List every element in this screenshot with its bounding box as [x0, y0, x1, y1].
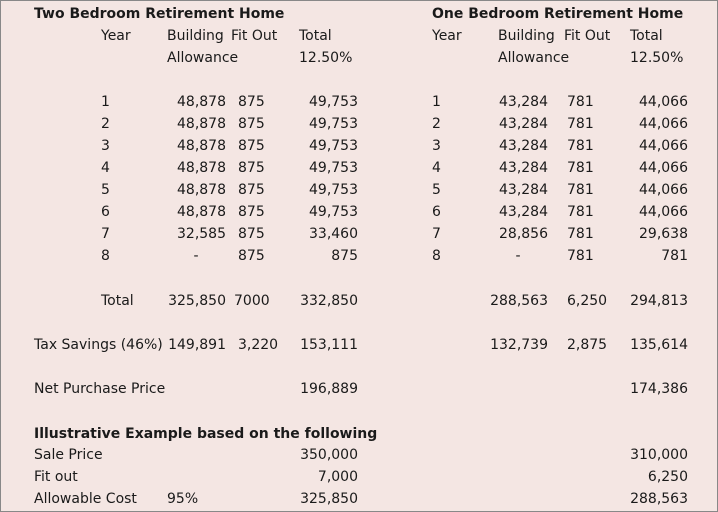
right-total-total: 294,813 — [630, 293, 688, 309]
right-row-building: 43,284 — [499, 138, 548, 154]
left-net-total: 196,889 — [300, 381, 358, 397]
left-tax-total: 153,111 — [300, 337, 358, 353]
left-row-total: 49,753 — [309, 160, 358, 176]
right-row-total: 44,066 — [639, 138, 688, 154]
right-header-fitout: Fit Out — [564, 28, 611, 44]
left-row-total: 49,753 — [309, 116, 358, 132]
left-header-building: Building — [167, 28, 224, 44]
right-tax-building: 132,739 — [490, 337, 548, 353]
left-tax-fitout: 3,220 — [238, 337, 279, 353]
left-row-fitout: 875 — [238, 226, 265, 242]
right-row-year: 6 — [432, 204, 441, 220]
tax-savings-label: Tax Savings (46%) — [34, 337, 163, 353]
right-tax-total: 135,614 — [630, 337, 688, 353]
right-row-building: - — [515, 248, 521, 264]
left-row-building: 48,878 — [177, 182, 226, 198]
left-row-building: - — [193, 248, 199, 264]
left-row-total: 49,753 — [309, 138, 358, 154]
sale-price-right: 310,000 — [630, 447, 688, 463]
allowable-cost-left: 325,850 — [300, 491, 358, 507]
left-row-year: 6 — [101, 204, 110, 220]
right-row-fitout: 781 — [567, 116, 594, 132]
allowable-cost-pct: 95% — [167, 491, 199, 507]
left-row-building: 48,878 — [177, 160, 226, 176]
left-total-fitout: 7000 — [234, 293, 270, 309]
left-row-year: 2 — [101, 116, 110, 132]
right-row-total: 29,638 — [639, 226, 688, 242]
right-row-fitout: 781 — [567, 182, 594, 198]
right-row-total: 44,066 — [639, 160, 688, 176]
right-row-year: 7 — [432, 226, 441, 242]
right-row-total: 44,066 — [639, 116, 688, 132]
left-row-fitout: 875 — [238, 182, 265, 198]
right-row-total: 781 — [661, 248, 688, 264]
right-row-total: 44,066 — [639, 94, 688, 110]
sale-price-label: Sale Price — [34, 447, 103, 463]
sale-price-left: 350,000 — [300, 447, 358, 463]
allowable-cost-label: Allowable Cost — [34, 491, 137, 507]
left-header-year: Year — [101, 28, 131, 44]
left-row-year: 3 — [101, 138, 110, 154]
right-row-fitout: 781 — [567, 204, 594, 220]
right-header-building: Building — [498, 28, 555, 44]
right-row-building: 43,284 — [499, 182, 548, 198]
left-row-year: 8 — [101, 248, 110, 264]
right-table-title: One Bedroom Retirement Home — [432, 6, 684, 22]
left-total-total: 332,850 — [300, 293, 358, 309]
right-row-year: 3 — [432, 138, 441, 154]
left-row-building: 32,585 — [177, 226, 226, 242]
left-total-label: Total — [101, 293, 134, 309]
right-row-total: 44,066 — [639, 204, 688, 220]
left-row-fitout: 875 — [238, 204, 265, 220]
left-row-year: 4 — [101, 160, 110, 176]
right-row-fitout: 781 — [567, 94, 594, 110]
right-tax-fitout: 2,875 — [567, 337, 608, 353]
right-header-allowance: Allowance — [498, 50, 570, 66]
right-row-year: 2 — [432, 116, 441, 132]
left-row-building: 48,878 — [177, 138, 226, 154]
left-row-fitout: 875 — [238, 94, 265, 110]
left-row-total: 49,753 — [309, 182, 358, 198]
fit-out-left: 7,000 — [317, 469, 358, 485]
example-title: Illustrative Example based on the following — [34, 426, 378, 442]
left-table-title: Two Bedroom Retirement Home — [34, 6, 285, 22]
right-row-fitout: 781 — [567, 138, 594, 154]
right-row-year: 8 — [432, 248, 441, 264]
right-row-building: 43,284 — [499, 204, 548, 220]
right-row-fitout: 781 — [567, 160, 594, 176]
right-header-year: Year — [432, 28, 462, 44]
left-row-building: 48,878 — [177, 116, 226, 132]
left-header-allowance: Allowance — [167, 50, 239, 66]
left-row-building: 48,878 — [177, 94, 226, 110]
right-row-fitout: 781 — [567, 226, 594, 242]
left-row-fitout: 875 — [238, 160, 265, 176]
right-row-building: 43,284 — [499, 94, 548, 110]
left-row-total: 33,460 — [309, 226, 358, 242]
right-header-rate: 12.50% — [630, 50, 684, 66]
left-total-building: 325,850 — [168, 293, 226, 309]
right-row-building: 43,284 — [499, 160, 548, 176]
left-row-building: 48,878 — [177, 204, 226, 220]
right-row-fitout: 781 — [567, 248, 594, 264]
left-header-rate: 12.50% — [299, 50, 353, 66]
right-row-building: 43,284 — [499, 116, 548, 132]
fit-out-right: 6,250 — [647, 469, 688, 485]
right-total-fitout: 6,250 — [567, 293, 608, 309]
left-row-total: 875 — [331, 248, 358, 264]
right-row-year: 1 — [432, 94, 441, 110]
left-header-total: Total — [299, 28, 332, 44]
net-purchase-label: Net Purchase Price — [34, 381, 166, 397]
right-row-year: 5 — [432, 182, 441, 198]
right-row-year: 4 — [432, 160, 441, 176]
left-header-fitout: Fit Out — [231, 28, 278, 44]
left-row-total: 49,753 — [309, 204, 358, 220]
right-net-total: 174,386 — [630, 381, 688, 397]
left-row-total: 49,753 — [309, 94, 358, 110]
left-row-fitout: 875 — [238, 248, 265, 264]
right-header-total: Total — [630, 28, 663, 44]
left-row-year: 5 — [101, 182, 110, 198]
left-row-year: 1 — [101, 94, 110, 110]
left-row-fitout: 875 — [238, 116, 265, 132]
right-row-building: 28,856 — [499, 226, 548, 242]
left-row-fitout: 875 — [238, 138, 265, 154]
right-total-building: 288,563 — [490, 293, 548, 309]
right-row-total: 44,066 — [639, 182, 688, 198]
allowable-cost-right: 288,563 — [630, 491, 688, 507]
left-tax-building: 149,891 — [168, 337, 226, 353]
left-row-year: 7 — [101, 226, 110, 242]
fit-out-label: Fit out — [34, 469, 78, 485]
